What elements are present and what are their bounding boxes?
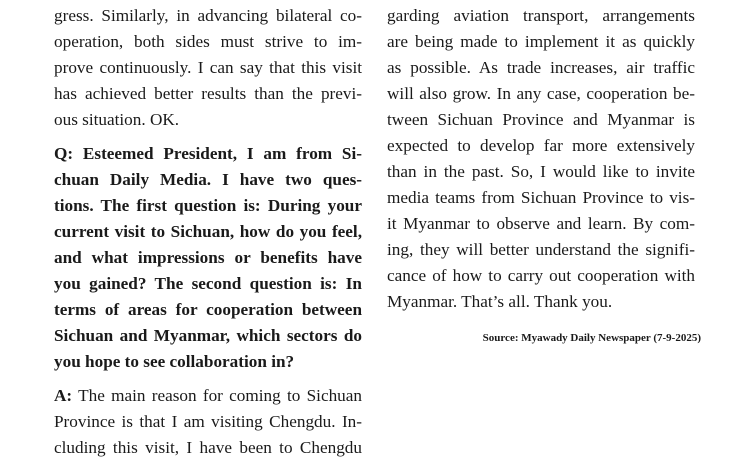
question-line: current visit to Sichuan, how do you feel, — [54, 222, 362, 241]
text-line: tween Sichuan Province and Myanmar is — [387, 110, 695, 129]
text-line: garding aviation transport, arrangements — [387, 6, 695, 25]
question-line: you gained? The second question is: In — [54, 274, 362, 293]
text-line: operation, both sides must strive to im- — [54, 32, 362, 51]
text-line: ing, they will better understand the signifi- — [387, 240, 695, 259]
text-line: are being made to implement it as quickly — [387, 32, 695, 51]
paragraph-intro — [54, 3, 362, 133]
text-line: gress. Similarly, in advancing bilateral co- — [54, 6, 362, 25]
paragraph-spacer — [54, 375, 362, 383]
answer-line — [54, 383, 362, 409]
paragraph-spacer — [54, 133, 362, 141]
question-line: and what impressions or benefits have — [54, 248, 362, 267]
question-line: chuan Daily Media. I have two ques- — [54, 170, 362, 189]
text-line: has achieved better results than the previ- — [54, 84, 362, 103]
answer-text: The main reason for coming to Sichuan — [72, 386, 362, 405]
text-line: will also grow. In any case, cooperation be- — [387, 84, 695, 103]
text-line: ous situation. OK. — [54, 110, 180, 129]
answer-line: Province is that I am visiting Chengdu. In- — [54, 412, 362, 431]
answer-line: cluding this visit, I have been to Chengdu — [54, 438, 362, 457]
answer-label: A: — [54, 386, 73, 405]
text-line: expected to develop far more extensively — [387, 136, 695, 155]
text-line: prove continuously. I can say that this visit — [54, 58, 362, 77]
question-line: Q: Esteemed President, I am from Si- — [54, 144, 362, 163]
question-paragraph — [54, 141, 362, 375]
text-line: than in the past. So, I would like to invite — [387, 162, 695, 181]
question-line: terms of areas for cooperation between — [54, 300, 362, 319]
left-column — [54, 3, 362, 461]
text-line: cance of how to carry out cooperation with — [387, 266, 695, 285]
answer-paragraph — [54, 383, 362, 461]
text-line: it Myanmar to observe and learn. By com- — [387, 214, 695, 233]
question-line: tions. The first question is: During your — [54, 196, 362, 215]
question-line: you hope to see collaboration in? — [54, 352, 295, 371]
text-line: media teams from Sichuan Province to vis- — [387, 188, 695, 207]
question-line: Sichuan and Myanmar, which sectors do — [54, 326, 362, 345]
text-line: as possible. As trade increases, air traffic — [387, 58, 695, 77]
right-column — [387, 3, 695, 315]
text-line: Myanmar. That’s all. Thank you. — [387, 292, 613, 311]
source-credit: Source: Myawady Daily Newspaper (7-9-2025) — [482, 332, 701, 344]
